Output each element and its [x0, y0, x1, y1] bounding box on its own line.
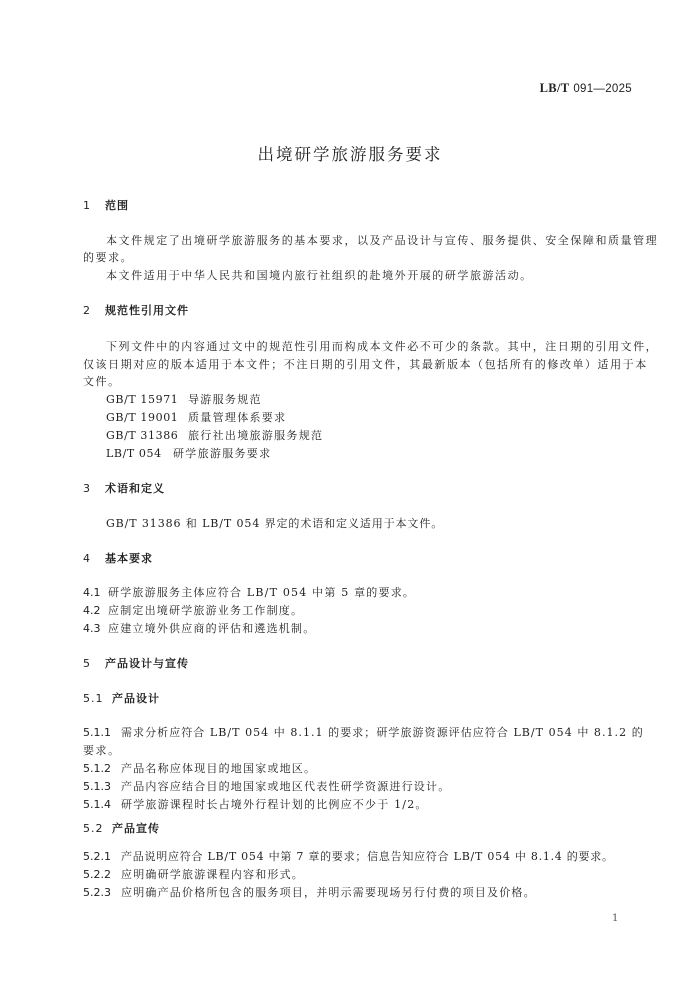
reference-code: GB/T 31386 — [106, 429, 179, 442]
clause-number: 5.2.2 — [83, 868, 111, 881]
section-title: 术语和定义 — [105, 482, 165, 495]
clause-text: 研学旅游课程时长占境外行程计划的比例应不少于 1/2。 — [121, 798, 428, 811]
clause-item — [83, 848, 614, 866]
section-number: 2 — [83, 304, 91, 317]
document-title: 出境研学旅游服务要求 — [257, 145, 443, 164]
clause-item — [83, 584, 415, 602]
reference-item — [106, 427, 323, 445]
standard-number: 091—2025 — [573, 83, 632, 95]
reference-code: GB/T 15971 — [106, 393, 179, 406]
paragraph-line: 本文件规定了出境研学旅游服务的基本要求，以及产品设计与宣传、服务提供、安全保障和质量管理 — [106, 234, 659, 247]
clause-text: 应制定出境研学旅游业务工作制度。 — [108, 604, 304, 617]
standard-prefix: LB/T — [539, 81, 570, 95]
section-heading-3 — [83, 480, 165, 498]
section-heading-4 — [83, 550, 153, 568]
clause-number: 5.1.3 — [83, 780, 111, 793]
reference-item — [106, 409, 286, 427]
standard-code — [540, 79, 632, 98]
clause-number: 5.2.3 — [83, 886, 111, 899]
paragraph-line: 下列文件中的内容通过文中的规范性引用而构成本文件必不可少的条款。其中，注日期的引用文件， — [106, 340, 659, 353]
reference-item — [106, 445, 271, 463]
clause-item — [83, 760, 316, 778]
clause-text: 产品说明应符合 LB/T 054 中第 7 章的要求；信息告知应符合 LB/T 054 中 8.1.4 的要求。 — [121, 850, 614, 863]
subsection-heading-5-1 — [83, 690, 160, 708]
reference-title: 质量管理体系要求 — [188, 411, 287, 424]
reference-code: LB/T 054 — [106, 447, 162, 460]
clause-text: 需求分析应符合 LB/T 054 中 8.1.1 的要求；研学旅游资源评估应符合 LB/T 054 中 8.1.2 的 — [121, 726, 644, 739]
section-heading-1 — [83, 197, 129, 215]
subsection-heading-5-2 — [83, 820, 160, 838]
clause-text: 应明确研学旅游课程内容和形式。 — [121, 868, 304, 881]
paragraph-line: GB/T 31386 和 LB/T 054 界定的术语和定义适用于本文件。 — [106, 517, 444, 530]
paragraph-line: 本文件适用于中华人民共和国境内旅行社组织的赴境外开展的研学旅游活动。 — [106, 269, 533, 282]
clause-number: 5.1.2 — [83, 762, 111, 775]
clause-continuation: 要求。 — [83, 744, 121, 757]
section-number: 5 — [83, 657, 91, 670]
subsection-title: 产品宣传 — [112, 822, 160, 835]
clause-number: 4.3 — [83, 622, 101, 635]
clause-number: 5.1.1 — [83, 726, 111, 739]
reference-title: 研学旅游服务要求 — [173, 447, 272, 460]
clause-number: 5.1.4 — [83, 798, 111, 811]
clause-number: 5.2.1 — [83, 850, 111, 863]
section-title: 规范性引用文件 — [105, 304, 189, 317]
page-number: 1 — [612, 913, 619, 924]
clause-number: 4.1 — [83, 586, 101, 599]
section-number: 1 — [83, 199, 91, 212]
clause-item — [83, 620, 315, 638]
clause-item — [83, 602, 303, 620]
clause-text: 应明确产品价格所包含的服务项目，并明示需要现场另行付费的项目及价格。 — [121, 886, 536, 899]
section-number: 3 — [83, 482, 91, 495]
paragraph-line: 文件。 — [83, 375, 121, 388]
clause-item — [83, 778, 450, 796]
subsection-number: 5.1 — [83, 692, 104, 705]
reference-title: 旅行社出境旅游服务规范 — [188, 429, 324, 442]
reference-title: 导游服务规范 — [188, 393, 262, 406]
reference-code: GB/T 19001 — [106, 411, 179, 424]
section-title: 基本要求 — [105, 552, 153, 565]
paragraph-line: 仅该日期对应的版本适用于本文件；不注日期的引用文件，其最新版本（包括所有的修改单）适用于本 — [83, 358, 648, 371]
clause-text: 研学旅游服务主体应符合 LB/T 054 中第 5 章的要求。 — [108, 586, 416, 599]
clause-number: 4.2 — [83, 604, 101, 617]
clause-item — [83, 796, 428, 814]
subsection-number: 5.2 — [83, 822, 104, 835]
clause-text: 应建立境外供应商的评估和遴选机制。 — [108, 622, 316, 635]
clause-item — [83, 866, 304, 884]
section-number: 4 — [83, 552, 91, 565]
clause-text: 产品名称应体现目的地国家或地区。 — [121, 762, 317, 775]
clause-item — [83, 884, 536, 902]
clause-item — [83, 724, 644, 742]
section-title: 范围 — [105, 199, 129, 212]
clause-text: 产品内容应结合目的地国家或地区代表性研学资源进行设计。 — [121, 780, 451, 793]
section-heading-2 — [83, 302, 189, 320]
section-title: 产品设计与宣传 — [105, 657, 189, 670]
reference-item — [106, 391, 262, 409]
paragraph-line: 的要求。 — [83, 251, 134, 264]
section-heading-5 — [83, 655, 189, 673]
subsection-title: 产品设计 — [112, 692, 160, 705]
